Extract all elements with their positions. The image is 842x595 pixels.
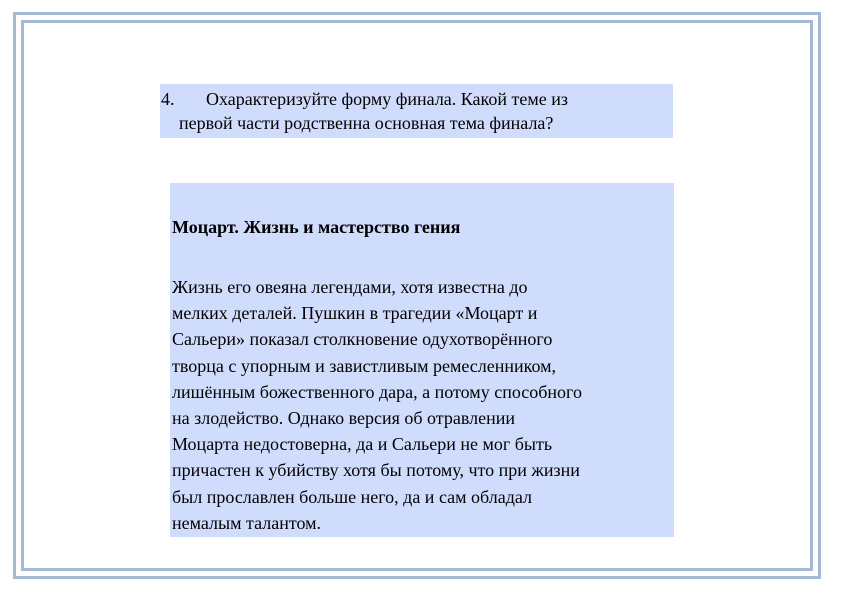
question-number: 4. [161, 89, 175, 109]
question-text-line-2: первой части родственна основная тема финала? [179, 113, 554, 133]
article-line: лишённым божественного дара, а потому способного [172, 381, 582, 402]
question-box [160, 84, 673, 138]
article-line: Сальери» показал столкновение одухотворённого [172, 329, 553, 350]
question-line-1 [161, 87, 673, 111]
article-line: был прославлен больше него, да и сам обладал [172, 486, 532, 507]
article-line: причастен к убийству хотя бы потому, что при жизни [172, 460, 580, 481]
article-line: творца с упорным и завистливым ремесленником, [172, 355, 557, 376]
article-body [172, 274, 582, 536]
article-line: Жизнь его овеяна легендами, хотя известна до [172, 277, 528, 297]
question-text-line-1: Охарактеризуйте форму финала. Какой теме из [206, 89, 568, 109]
article-box [170, 183, 674, 537]
article-line: на злодейство. Однако версия об отравлении [172, 408, 515, 429]
article-line: Моцарта недостоверна, да и Сальери не мог быть [172, 434, 553, 455]
article-line: немалым талантом. [172, 512, 322, 533]
article-line: мелких деталей. Пушкин в трагедии «Моцарт и [172, 303, 538, 324]
article-title: Моцарт. Жизнь и мастерство гения [172, 217, 461, 237]
